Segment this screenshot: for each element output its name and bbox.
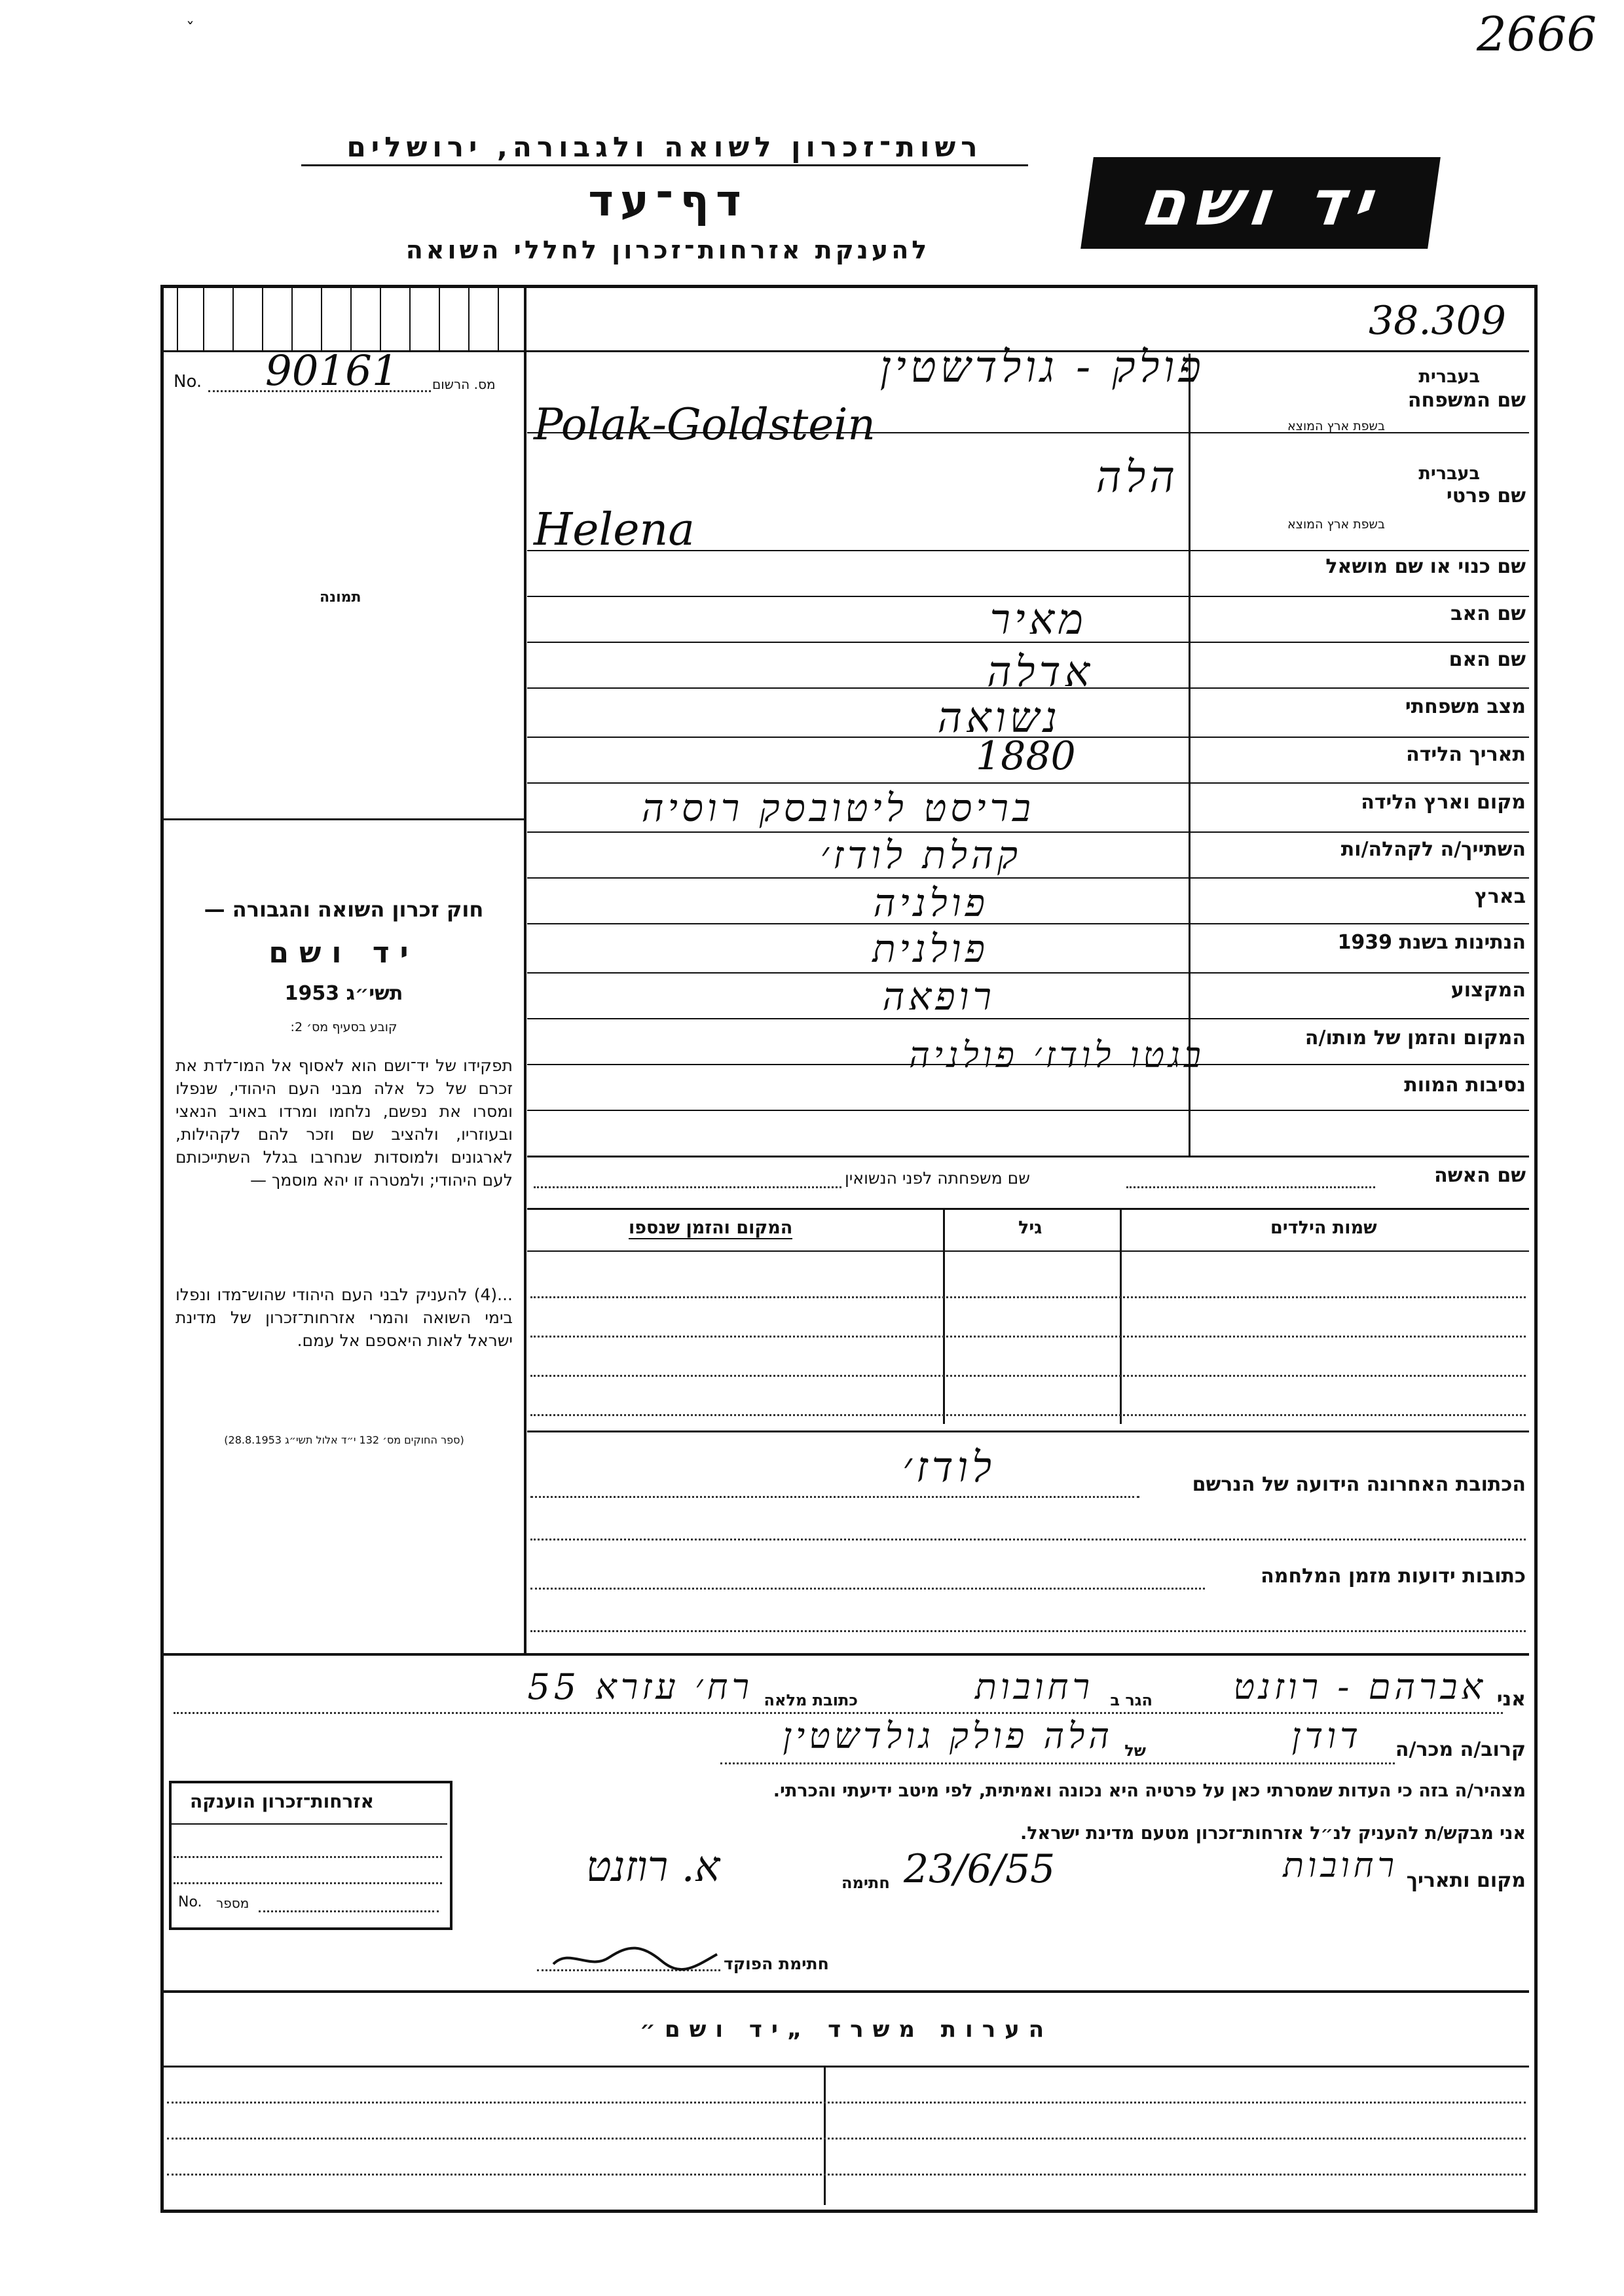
place-value: רחובות: [1283, 1846, 1398, 1886]
form-subtitle: להענקת אזרחות־זכרון לחללי השואה: [405, 236, 931, 264]
strip-cell: [498, 288, 499, 350]
row-line: [527, 923, 1529, 924]
hole-mark: ˇ: [186, 20, 194, 39]
photo-box-bottom: [164, 818, 525, 820]
birth-date-label: תאריך הלידה: [1406, 743, 1526, 766]
strip-cell: [291, 288, 293, 350]
children-header-line: [527, 1250, 1529, 1252]
declarant-address-value: רח׳ עזרא 55: [527, 1666, 753, 1707]
mother-value: אדלה: [987, 648, 1094, 697]
citizenship-box-line: [172, 1823, 447, 1825]
citizenship-box-dots: [174, 1882, 442, 1884]
children-row-dots: [530, 1336, 1526, 1338]
strip-cell: [203, 288, 204, 350]
in-hebrew-label: בעברית: [1418, 367, 1480, 387]
signature-label: חתימה: [841, 1874, 890, 1892]
row-line: [527, 972, 1529, 974]
office-notes-divider: [824, 2068, 826, 2205]
citizenship-box-dots: [174, 1856, 442, 1858]
relative-line-dots: [720, 1762, 1395, 1764]
in-origin-label-2: בשפת ארץ המוצא: [1287, 517, 1385, 532]
logo-text: יד ושם: [1137, 166, 1384, 240]
strip-cell: [321, 288, 322, 350]
in-hebrew-label-2: בעברית: [1418, 464, 1480, 484]
children-age-header: גיל: [1018, 1218, 1043, 1238]
children-names-header: שמות הילדים: [1270, 1218, 1377, 1238]
community-value: קהלת לודז׳: [820, 833, 1022, 877]
law-reference: (ספר החוקים מס׳ 132 י״ד אלול תשי״ג 28.8.1953): [224, 1434, 464, 1446]
declarant-name-value: אברהם - רוזנט: [1233, 1666, 1486, 1707]
citizenship-value: פולנית: [872, 926, 989, 971]
office-notes-header-line: [164, 2066, 1529, 2068]
row-line: [527, 1018, 1529, 1019]
children-row-dots: [530, 1375, 1526, 1377]
wife-label: שם האשה: [1434, 1164, 1526, 1187]
clerk-signature-label: חתימת הפוקד: [724, 1954, 829, 1973]
maiden-name-label: שם משפחתה לפני הנשואין: [845, 1169, 1030, 1188]
country-value: פולניה: [873, 881, 989, 925]
strip-cell: [262, 288, 263, 350]
children-row-dots: [530, 1414, 1526, 1416]
children-col-line: [1120, 1208, 1122, 1424]
archive-number: 2666: [1477, 7, 1597, 62]
in-origin-label: בשפת ארץ המוצא: [1287, 419, 1385, 433]
last-address-label: הכתובת האחרונה הידועה של הנרשם: [1192, 1473, 1526, 1496]
declarant-line-dots: [174, 1712, 1503, 1714]
family-name-hebrew-value: פולק - גולדשטין: [879, 342, 1205, 392]
father-value: מאיר: [989, 596, 1087, 644]
declarant-city-value: רחובות: [974, 1666, 1094, 1707]
death-place-label: המקום והזמן של מותו/ה: [1304, 1027, 1526, 1049]
strip-cell: [350, 288, 352, 350]
authority-title: רשות־זכרון לשואה ולגבורה, ירושלים: [301, 131, 1028, 166]
birth-date-value: 1880: [976, 733, 1076, 779]
strip-cell: [380, 288, 381, 350]
section-line: [527, 1156, 1529, 1157]
strip-cell: [232, 288, 234, 350]
relative-label: קרוב/ה מכר/ה: [1395, 1738, 1526, 1761]
children-col-line: [943, 1208, 945, 1424]
first-name-label: שם פרטי: [1446, 484, 1526, 507]
last-address-dots: [530, 1496, 1139, 1498]
community-label: השתייך/ה לקהלה/ות: [1340, 838, 1526, 861]
law-paragraph-2: ...(4) להעניק לבני העם היהודי שהוש־מדו ונפלו בימי השואה והמרי אזרחות־זכרון של מדינת ישראל לאות היאספם אל עמם.: [175, 1285, 513, 1350]
citizenship-number-dots: [259, 1910, 439, 1912]
citizenship-granted-title: אזרחות־זכרון הוענקה: [190, 1791, 374, 1812]
section-line-thick: [164, 1653, 1529, 1656]
birth-place-label: מקום וארץ הלידה: [1361, 791, 1526, 814]
strip-cell: [468, 288, 470, 350]
row-line: [527, 877, 1529, 879]
citizenship-number-label: מספר: [216, 1895, 249, 1911]
row-line: [527, 782, 1529, 784]
spouse-row-line: [527, 1208, 1529, 1210]
form-title: דף־עד: [588, 175, 748, 226]
profession-label: המקצוע: [1450, 979, 1526, 1002]
strip-cell: [439, 288, 440, 350]
wife-dots: [1126, 1186, 1375, 1188]
country-label: בארץ: [1474, 885, 1526, 908]
maiden-dots: [534, 1186, 841, 1188]
clerk-signature-mark: [550, 1938, 720, 1977]
relation-value: דודן: [1291, 1715, 1362, 1757]
office-notes-dots: [167, 2102, 1526, 2104]
war-address-dots-2: [530, 1630, 1526, 1632]
frame-col-divider: [524, 288, 526, 1653]
family-name-origin-value: Polak-Goldstein: [534, 399, 876, 450]
registration-label: מס. הרשום: [432, 376, 496, 392]
signature-value: א. רוזנט: [586, 1843, 720, 1891]
declarant-i-label: אני: [1496, 1688, 1526, 1711]
row-line: [527, 831, 1529, 833]
children-row-dots: [530, 1296, 1526, 1298]
profession-value: רופאה: [882, 974, 995, 1019]
strip-cell: [409, 288, 411, 350]
children-place-header: המקום והזמן שנספו: [629, 1218, 793, 1238]
office-notes-line: [164, 1990, 1529, 1993]
family-name-label: שם המשפחה: [1407, 389, 1526, 412]
law-title: חוק זכרון השואה והגבורה —: [204, 897, 484, 922]
lives-in-label: הגר ב: [1110, 1691, 1153, 1709]
mother-label: שם האם: [1449, 648, 1526, 671]
death-place-value: בגטו לודז׳ פולניה: [909, 1034, 1205, 1076]
reference-number: 38.309: [1369, 298, 1506, 344]
death-cause-label: נסיבות המוות: [1404, 1074, 1526, 1097]
nickname-label: שם כנוי או שם מושאל: [1325, 555, 1526, 578]
last-address-value: לודז׳: [902, 1444, 995, 1492]
statement-text: מצהיר/ה בזה כי העדות שמסרתי כאן על פרטיה היא נכונה ואמיתית, לפי מיטב ידיעתי והכרתי.: [773, 1781, 1526, 1801]
citizenship-label: הנתינות בשנת 1939: [1337, 931, 1526, 954]
war-address-label: כתובות ידועות מזמן המלחמה: [1261, 1565, 1526, 1588]
office-notes-dots: [167, 2138, 1526, 2140]
photo-label: תמונה: [320, 589, 361, 606]
section-line: [527, 1430, 1529, 1432]
yad-vashem-logo: [1080, 157, 1441, 249]
clerk-signature-stroke: [553, 1948, 717, 1970]
birth-place-value: בריסט ליטובסק רוסיה: [641, 786, 1035, 830]
first-name-hebrew-value: הלה: [1096, 452, 1179, 502]
date-value: 23/6/55: [904, 1846, 1056, 1892]
address-dots: [530, 1539, 1526, 1540]
war-address-dots: [530, 1588, 1205, 1590]
registration-value: 90161: [265, 347, 399, 395]
of-name-value: הלה פולק גולדשטין: [783, 1715, 1113, 1757]
of-label: של: [1124, 1741, 1146, 1760]
full-address-label: כתובת מלאה: [764, 1691, 858, 1709]
marital-label: מצב משפחתי: [1405, 695, 1526, 718]
request-text: אני מבקש/ת להעניק לנ״ל אזרחות־זכרון מטעם מדינת ישראל.: [1020, 1823, 1526, 1844]
registration-no-prefix: No.: [174, 372, 202, 392]
father-label: שם האב: [1450, 602, 1526, 625]
law-paragraph-1: תפקידו של יד־ושם הוא לאסוף אל המו־לדת את זכרם של כל אלה מבני העם היהודי, שנפלו ומסרו את נפשם, נלחמו ומרדו באויב הנאצי ובעוזריו, ולהציב שם וזכר להם לקהילות, לארגונים ולמוסדות שנחרבו בגלל השתייכותם לעם היהודי; ולמטרה זו יהא מוסמך —: [175, 1056, 513, 1190]
law-name: יד ושם: [268, 936, 419, 970]
marital-value: נשואה: [937, 694, 1061, 742]
office-notes-title: הערות משרד „יד ושם״: [639, 2016, 1054, 2043]
law-clause: קובע בסעיף מס׳ 2:: [290, 1020, 397, 1034]
law-year: תשי״ג 1953: [284, 982, 403, 1005]
first-name-origin-value: Helena: [534, 504, 695, 556]
row-line: [527, 1110, 1529, 1111]
citizenship-no-prefix: No.: [178, 1894, 202, 1910]
office-notes-dots: [167, 2174, 1526, 2176]
place-date-label: מקום ותאריך: [1406, 1869, 1526, 1892]
strip-cell: [177, 288, 178, 350]
